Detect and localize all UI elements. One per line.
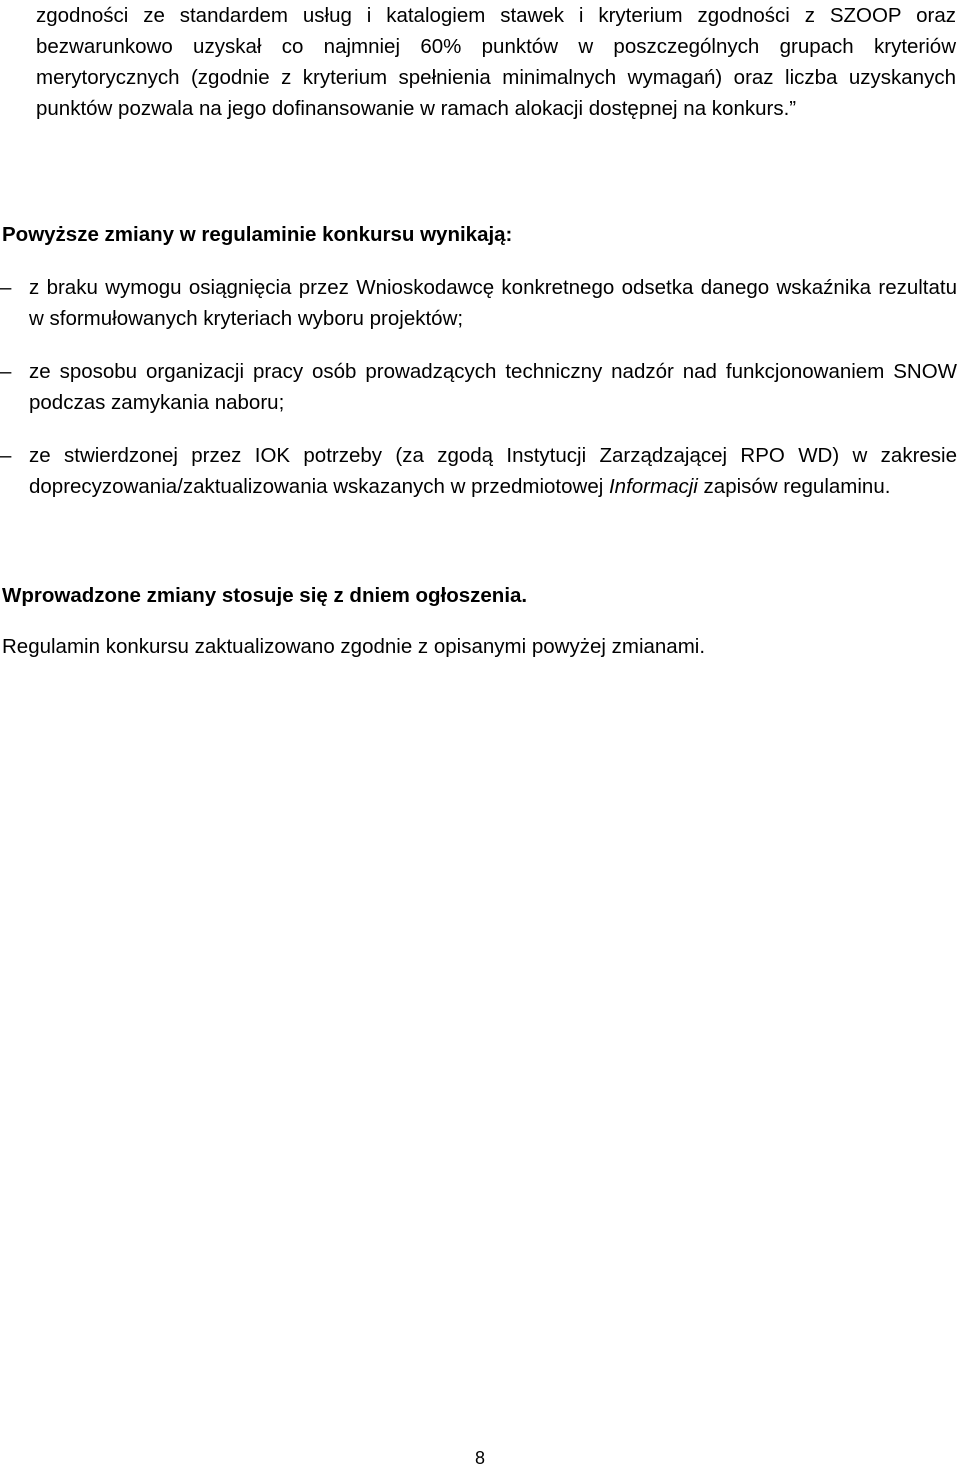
update-note: Regulamin konkursu zaktualizowano zgodnie z opisanymi powyżej zmianami. <box>2 635 706 658</box>
dash-bullet-icon: – <box>0 360 12 383</box>
effective-statement: Wprowadzone zmiany stosuje się z dniem ogłoszenia. <box>2 584 528 607</box>
page-number: 8 <box>474 1448 485 1468</box>
list-item-text <box>29 440 957 502</box>
list-item-text: z braku wymogu osiągnięcia przez Wnioskodawcę konkretnego odsetka danego wskaźnika rezultatu w sformułowanych kryteriach wyboru projektów; <box>29 276 957 330</box>
italic-term: Informacji <box>608 475 698 498</box>
changes-heading: Powyższe zmiany w regulaminie konkursu wynikają: <box>2 223 513 246</box>
list-item-text: ze sposobu organizacji pracy osób prowadzących techniczny nadzór nad funkcjonowaniem SNOW podczas zamykania naboru; <box>29 360 957 414</box>
dash-bullet-icon: – <box>0 444 12 467</box>
dash-bullet-icon: – <box>0 276 12 299</box>
intro-paragraph: zgodności ze standardem usług i katalogiem stawek i kryterium zgodności z SZOOP oraz bezwarunkowo uzyskał co najmniej 60% punktów w poszczególnych grupach kryteriów merytorycznych (zgodnie z kryterium spełnienia minimalnych wymagań) oraz liczba uzyskanych punktów pozwala na jego dofinansowanie w ramach alokacji dostępnej na konkurs.” <box>36 4 956 120</box>
list-item-text-part: zapisów regulaminu. <box>697 475 891 498</box>
list-item-text-part: ze stwierdzonej przez IOK potrzeby (za zgodą Instytucji Zarządzającej RPO WD) w zakresie doprecyzowania/zaktualizowania wskazanych w przedmiotowej <box>29 444 957 498</box>
